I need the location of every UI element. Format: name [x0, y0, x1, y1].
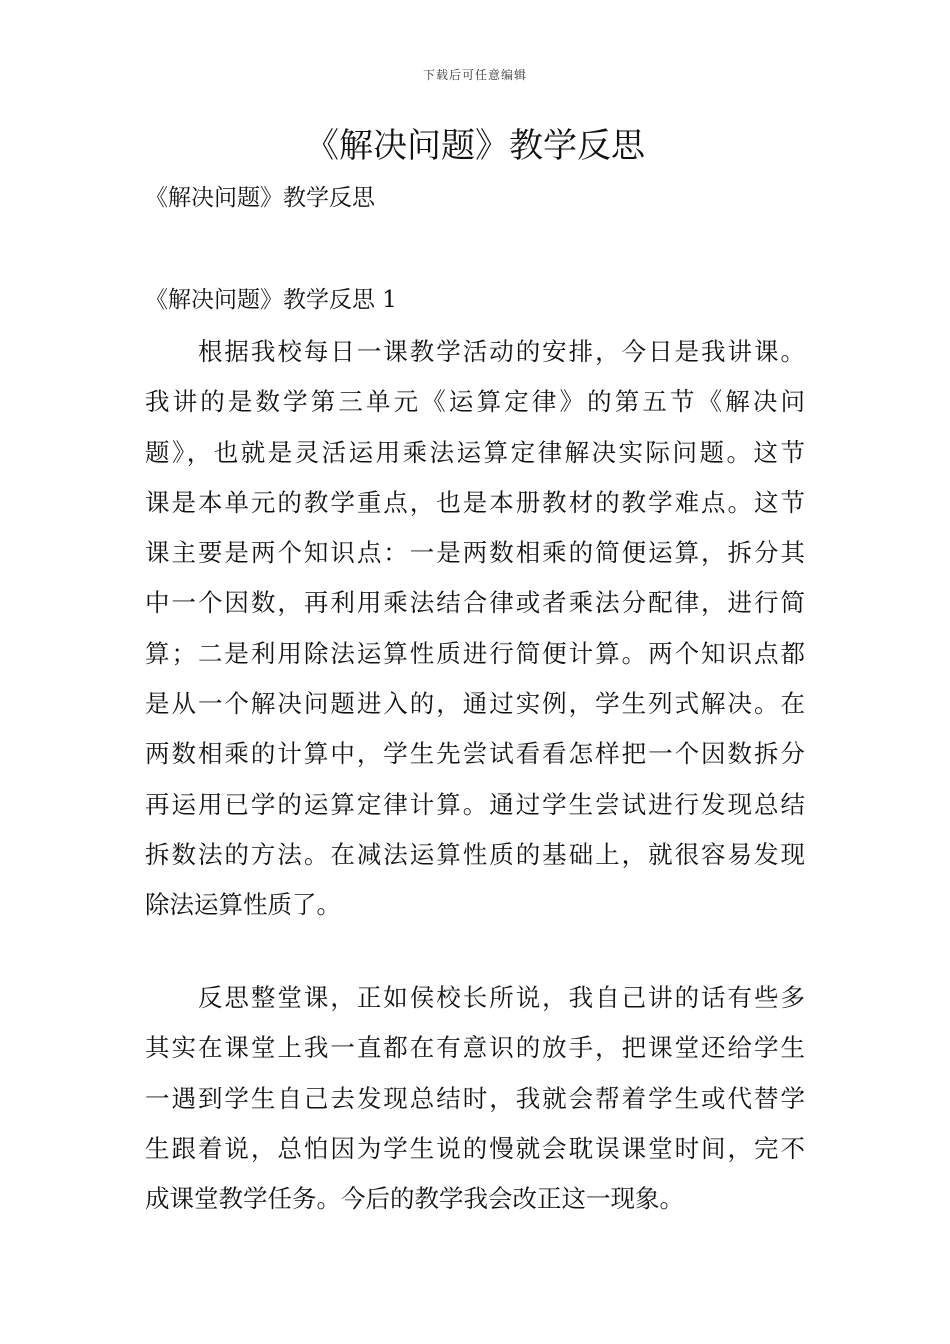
paragraph-line: 算；二是利用除法运算性质进行简便计算。两个知识点都 [145, 638, 805, 668]
paragraph-1 [145, 327, 805, 931]
document-subtitle: 《解决问题》教学反思 [145, 185, 375, 211]
paragraph-line: 反思整堂课，正如侯校长所说，我自己讲的话有些多 [145, 983, 805, 1012]
paragraph-line: 课是本单元的教学重点，也是本册教材的教学难点。这节 [145, 487, 805, 517]
paragraph-line: 其实在课堂上我一直都在有意识的放手，把课堂还给学生 [145, 1033, 805, 1063]
paragraph-line: 两数相乘的计算中，学生先尝试看看怎样把一个因数拆分 [145, 739, 805, 769]
paragraph-line: 除法运算性质了。 [145, 890, 341, 920]
paragraph-line: 我讲的是数学第三单元《运算定律》的第五节《解决问 [145, 387, 805, 417]
paragraph-line: 根据我校每日一课教学活动的安排，今日是我讲课。 [145, 337, 805, 366]
paragraph-line: 成课堂教学任务。今后的教学我会改正这一现象。 [145, 1184, 684, 1214]
paragraph-line: 生跟着说，总怕因为学生说的慢就会耽误课堂时间，完不 [145, 1133, 805, 1163]
paragraph-line: 拆数法的方法。在减法运算性质的基础上，就很容易发现 [145, 839, 805, 869]
paragraph-line: 中一个因数，再利用乘法结合律或者乘法分配律，进行简 [145, 588, 805, 618]
paragraph-line: 课主要是两个知识点：一是两数相乘的简便运算，拆分其 [145, 538, 805, 568]
document-title: 《解决问题》教学反思 [305, 126, 645, 166]
header-note: 下载后可任意编辑 [422, 68, 527, 82]
paragraph-line: 题》，也就是灵活运用乘法运算定律解决实际问题。这节 [145, 437, 805, 467]
section-heading: 《解决问题》教学反思 1 [145, 287, 397, 313]
paragraph-line: 再运用已学的运算定律计算。通过学生尝试进行发现总结 [145, 789, 805, 819]
paragraph-line: 是从一个解决问题进入的，通过实例，学生列式解决。在 [145, 689, 805, 719]
paragraph-line: 一遇到学生自己去发现总结时，我就会帮着学生或代替学 [145, 1083, 805, 1113]
paragraph-2 [145, 973, 805, 1224]
